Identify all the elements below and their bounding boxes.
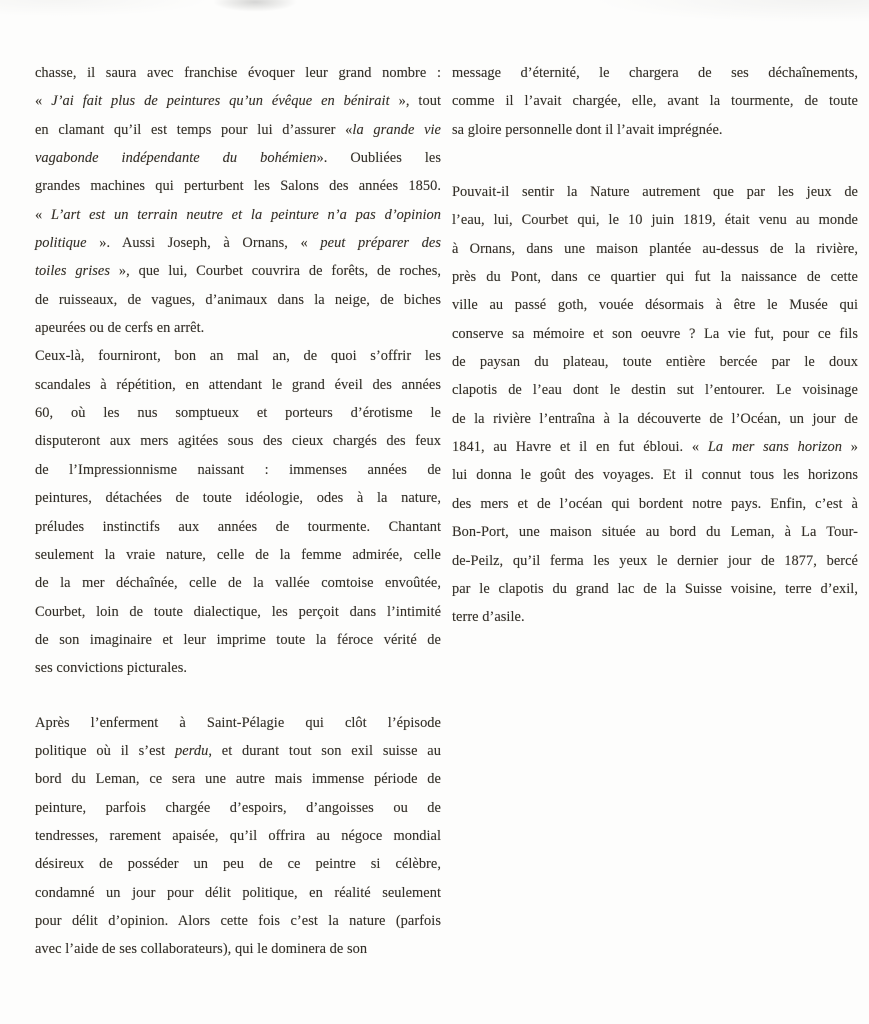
text-line xyxy=(452,376,858,404)
text-run: » xyxy=(842,439,858,456)
text-run: Ceux-là, fourniront, bon an mal an, de quoi s’offrir les xyxy=(35,348,441,365)
text-run: désireux de posséder un peu de ce peintre si célèbre, xyxy=(35,856,441,873)
text-line xyxy=(35,229,441,257)
text-run: peintures, détachées de toute idéologie, odes à la nature, xyxy=(35,490,441,507)
italic-text-run: politique xyxy=(35,235,87,252)
text-run: scandales à répétition, en attendant le grand éveil des années xyxy=(35,376,441,393)
text-run: de la rivière l’entraîna à la découverte de l’Océan, un jour de xyxy=(452,410,858,427)
text-line xyxy=(452,263,858,291)
text-run: comme il l’avait chargée, elle, avant la tourmente, de toute xyxy=(452,93,858,110)
text-run: ». Oubliées les xyxy=(316,150,441,167)
text-line xyxy=(35,513,441,541)
paragraph xyxy=(35,342,441,682)
text-run: l’eau, lui, Courbet qui, le 10 juin 1819, était venu au monde xyxy=(452,212,858,229)
text-line xyxy=(35,314,441,342)
text-line xyxy=(35,765,441,793)
text-line xyxy=(35,709,441,737)
text-line xyxy=(35,935,441,963)
text-run: lui donna le goût des voyages. Et il connut tous les horizons xyxy=(452,467,858,484)
text-run: de paysan du plateau, toute entière bercée par le doux xyxy=(452,354,858,371)
text-run: par le clapotis du grand lac de la Suisse voisine, terre d’exil, xyxy=(452,580,858,597)
text-run: de son imaginaire et leur imprime toute la féroce vérité de xyxy=(35,631,441,648)
text-line xyxy=(35,598,441,626)
text-line xyxy=(452,206,858,234)
text-run: clapotis de l’eau dont le destin sut l’entourer. Le voisinage xyxy=(452,382,858,399)
text-run: », que lui, Courbet couvrira de forêts, de roches, xyxy=(110,263,441,280)
text-run: ville au passé goth, vouée désormais à être le Musée qui xyxy=(452,297,858,314)
text-line xyxy=(35,794,441,822)
text-line xyxy=(452,547,858,575)
italic-text-run: L’art est un terrain neutre et la peinture n’a pas d’opinion xyxy=(51,206,441,223)
text-line xyxy=(452,603,858,631)
text-line xyxy=(35,654,441,682)
text-line xyxy=(35,342,441,370)
text-run: près du Pont, dans ce quartier qui fut la naissance de cette xyxy=(452,269,858,286)
text-run: chasse, il saura avec franchise évoquer leur grand nombre : xyxy=(35,65,441,81)
text-run: des mers et de l’océan qui bordent notre pays. Enfin, c’est à xyxy=(452,495,858,512)
text-line xyxy=(452,518,858,546)
text-line xyxy=(35,257,441,285)
text-run: peinture, parfois chargée d’espoirs, d’angoisses ou de xyxy=(35,799,441,816)
text-line xyxy=(452,178,858,206)
text-line xyxy=(35,907,441,935)
text-line xyxy=(35,879,441,907)
paragraph xyxy=(35,709,441,964)
text-run: bord du Leman, ce sera une autre mais immense période de xyxy=(35,771,441,788)
text-run: 60, où les nus somptueux et porteurs d’érotisme le xyxy=(35,405,441,422)
italic-text-run: toiles grises xyxy=(35,263,110,280)
text-line xyxy=(35,144,441,172)
text-run: pour délit d’opinion. Alors cette fois c’est la nature (parfois xyxy=(35,912,441,929)
text-run: en clamant qu’il est temps pour lui d’assurer « xyxy=(35,121,353,138)
text-line xyxy=(35,626,441,654)
text-run: 1841, au Havre et il en fut ébloui. « xyxy=(452,439,708,456)
italic-text-run: vagabonde indépendante du bohémien xyxy=(35,150,317,167)
text-line xyxy=(452,461,858,489)
text-run: », tout xyxy=(389,93,441,110)
text-line xyxy=(35,541,441,569)
text-line xyxy=(35,201,441,229)
text-run: Courbet, loin de toute dialectique, les perçoit dans l’intimité xyxy=(35,603,441,620)
text-run: seulement la vraie nature, celle de la femme admirée, celle xyxy=(35,546,441,563)
text-line xyxy=(35,286,441,314)
paragraph xyxy=(452,178,858,632)
paragraph xyxy=(452,59,858,144)
text-line xyxy=(35,737,441,765)
text-line xyxy=(452,291,858,319)
text-run: Pouvait-il sentir la Nature autrement que par les jeux de xyxy=(452,184,858,201)
text-line xyxy=(452,235,858,263)
text-line xyxy=(35,59,441,87)
text-run: ». Aussi Joseph, à Ornans, « xyxy=(86,235,321,252)
text-line xyxy=(35,172,441,200)
text-run: avec l’aide de ses collaborateurs), qui le dominera de son xyxy=(35,941,368,958)
text-line xyxy=(452,348,858,376)
text-run: de l’Impressionnisme naissant : immenses années de xyxy=(35,461,441,478)
text-run: Après l’enferment à Saint-Pélagie qui clôt l’épisode xyxy=(35,714,441,731)
text-run: à Ornans, dans une maison plantée au-dessus de la rivière, xyxy=(452,240,858,257)
italic-text-run: La mer sans horizon xyxy=(707,439,843,456)
paragraph xyxy=(35,59,441,342)
text-line xyxy=(452,405,858,433)
text-run: de la mer déchaînée, celle de la vallée comtoise envoûtée, xyxy=(35,575,441,592)
italic-text-run: perdu xyxy=(175,742,209,759)
text-line xyxy=(452,433,858,461)
text-line xyxy=(452,87,858,115)
italic-text-run: la grande vie xyxy=(352,121,441,138)
text-line xyxy=(35,371,441,399)
text-line xyxy=(35,116,441,144)
text-run: politique où il s’est xyxy=(35,742,176,759)
text-line xyxy=(35,569,441,597)
text-line xyxy=(452,59,858,87)
text-run: message d’éternité, le chargera de ses déchaînements, xyxy=(452,65,858,81)
text-run: tendresses, rarement apaisée, qu’il offrira au négoce mondial xyxy=(35,827,441,844)
text-column-right xyxy=(452,59,858,632)
text-run: terre d’asile. xyxy=(452,609,525,626)
text-line xyxy=(35,87,441,115)
text-line xyxy=(452,320,858,348)
text-line xyxy=(35,822,441,850)
text-line xyxy=(35,850,441,878)
text-line xyxy=(35,456,441,484)
text-run: « xyxy=(35,93,52,110)
text-run: disputeront aux mers agitées sous des cieux chargés des feux xyxy=(35,433,441,450)
text-run: , et durant tout son exil suisse au xyxy=(208,742,441,759)
text-column-left xyxy=(35,59,441,964)
text-run: ses convictions picturales. xyxy=(35,660,188,677)
text-run: Bon-Port, une maison située au bord du Leman, à La Tour- xyxy=(452,524,858,541)
text-run: sa gloire personnelle dont il l’avait imprégnée. xyxy=(452,121,723,138)
text-line xyxy=(452,116,858,144)
text-run: apeurées ou de cerfs en arrêt. xyxy=(35,320,205,337)
italic-text-run: J’ai fait plus de peintures qu’un évêque en bénirait xyxy=(51,93,390,110)
text-run: de-Peilz, qu’il ferma les yeux le dernier jour de 1877, bercé xyxy=(452,552,858,569)
text-line xyxy=(35,427,441,455)
text-line xyxy=(35,484,441,512)
italic-text-run: peut préparer des xyxy=(320,235,441,252)
text-run: condamné un jour pour délit politique, en réalité seulement xyxy=(35,884,441,901)
text-line xyxy=(452,575,858,603)
text-run: grandes machines qui perturbent les Salons des années 1850. xyxy=(35,178,441,195)
text-line xyxy=(452,490,858,518)
text-run: de ruisseaux, de vagues, d’animaux dans la neige, de biches xyxy=(35,291,441,308)
text-run: préludes instinctifs aux années de tourmente. Chantant xyxy=(35,518,441,535)
text-run: conserve sa mémoire et son oeuvre ? La vie fut, pour ce fils xyxy=(452,325,858,342)
text-line xyxy=(35,399,441,427)
text-run: « xyxy=(35,206,52,223)
